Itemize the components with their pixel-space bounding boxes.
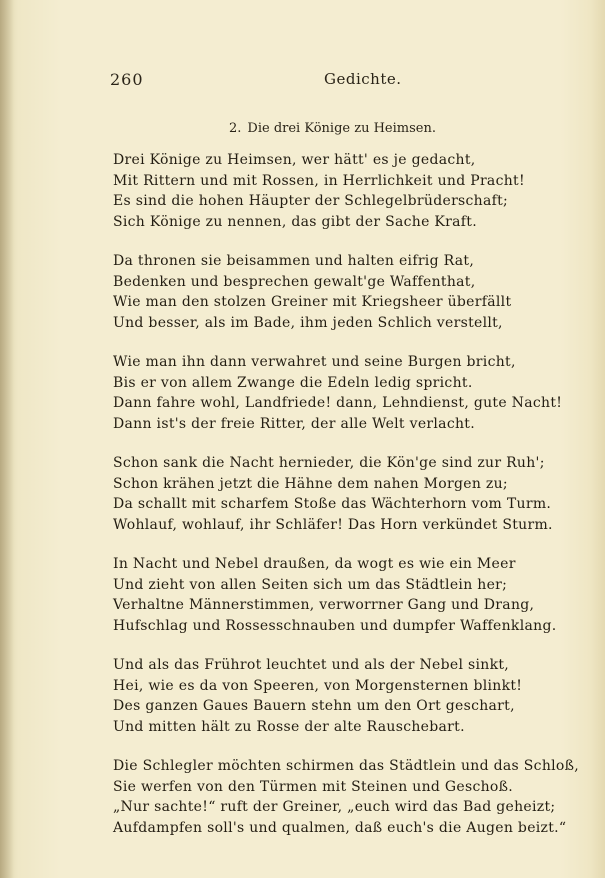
verse-line: Die Schlegler möchten schirmen das Städtlein und das Schloß, [113, 758, 580, 774]
stanza [113, 756, 580, 838]
verse-line: Bedenken und besprechen gewalt'ge Waffenthat, [113, 273, 476, 290]
poem-title [110, 121, 555, 136]
verse-line: Bis er von allem Zwange die Edeln ledig spricht. [113, 374, 473, 391]
verse-line: Und zieht von allen Seiten sich um das Städtlein her; [113, 576, 508, 593]
verse-line: Dann ist's der freie Ritter, der alle Welt verlacht. [113, 415, 475, 432]
verse-line: Schon sank die Nacht hernieder, die Kön'ge sind zur Ruh'; [113, 455, 545, 471]
verse-line: Und als das Frührot leuchtet und als der Nebel sinkt, [113, 657, 510, 673]
running-title: Gedichte. [324, 70, 402, 88]
verse-line: Sich Könige zu nennen, das gibt der Sache Kraft. [113, 213, 477, 230]
verse-line: Mit Rittern und mit Rossen, in Herrlichkeit und Pracht! [113, 172, 525, 189]
verse-line: Drei Könige zu Heimsen, wer hätt' es je gedacht, [113, 152, 476, 168]
verse-line: Des ganzen Gaues Bauern stehn um den Ort geschart, [113, 698, 515, 714]
verse-line: Schon krähen jetzt die Hähne dem nahen Morgen zu; [113, 475, 508, 492]
verse-line: Sie werfen von den Türmen mit Steinen und Geschoß. [113, 778, 514, 795]
verse-line: Hufschlag und Rossesschnauben und dumpfer Waffenklang. [113, 617, 557, 634]
running-head [110, 70, 530, 92]
stanza [113, 453, 558, 535]
verse-line: Und mitten hält zu Rosse der alte Rauschebart. [113, 718, 465, 735]
verse-line: In Nacht und Nebel draußen, da wogt es wie ein Meer [113, 556, 516, 572]
stanza [113, 251, 558, 333]
binding-shadow [0, 0, 14, 878]
poem-number: 2. [229, 121, 242, 136]
poem-body [113, 150, 580, 857]
verse-line: Da thronen sie beisammen und halten eifrig Rat, [113, 253, 475, 269]
verse-line: Da schallt mit scharfem Stoße das Wächterhorn vom Turm. [113, 496, 552, 512]
verse-line: Hei, wie es da von Speeren, von Morgensternen blinkt! [113, 677, 523, 694]
verse-line: Dann fahre wohl, Landfriede! dann, Lehndienst, gute Nacht! [113, 395, 563, 411]
verse-line: Verhaltne Männerstimmen, verworrner Gang und Drang, [113, 597, 535, 613]
stanza [113, 352, 563, 434]
verse-line: Und besser, als im Bade, ihm jeden Schlich verstellt, [113, 314, 503, 331]
verse-line: Aufdampfen soll's und qualmen, daß euch's die Augen beizt.“ [113, 819, 567, 836]
verse-line: Wie man den stolzen Greiner mit Kriegsheer überfällt [113, 294, 512, 310]
verse-line: Wie man ihn dann verwahret und seine Burgen bricht, [113, 354, 516, 370]
verse-line: Wohlauf, wohlauf, ihr Schläfer! Das Horn verkündet Sturm. [113, 516, 553, 533]
verse-line: Es sind die hohen Häupter der Schlegelbrüderschaft; [113, 193, 509, 209]
page-number: 260 [110, 70, 144, 89]
stanza [113, 655, 558, 737]
poem-title-text: Die drei Könige zu Heimsen. [247, 121, 436, 136]
verse-line: „Nur sachte!“ ruft der Greiner, „euch wird das Bad geheizt; [113, 799, 556, 815]
stanza [113, 554, 558, 636]
stanza [113, 150, 558, 232]
